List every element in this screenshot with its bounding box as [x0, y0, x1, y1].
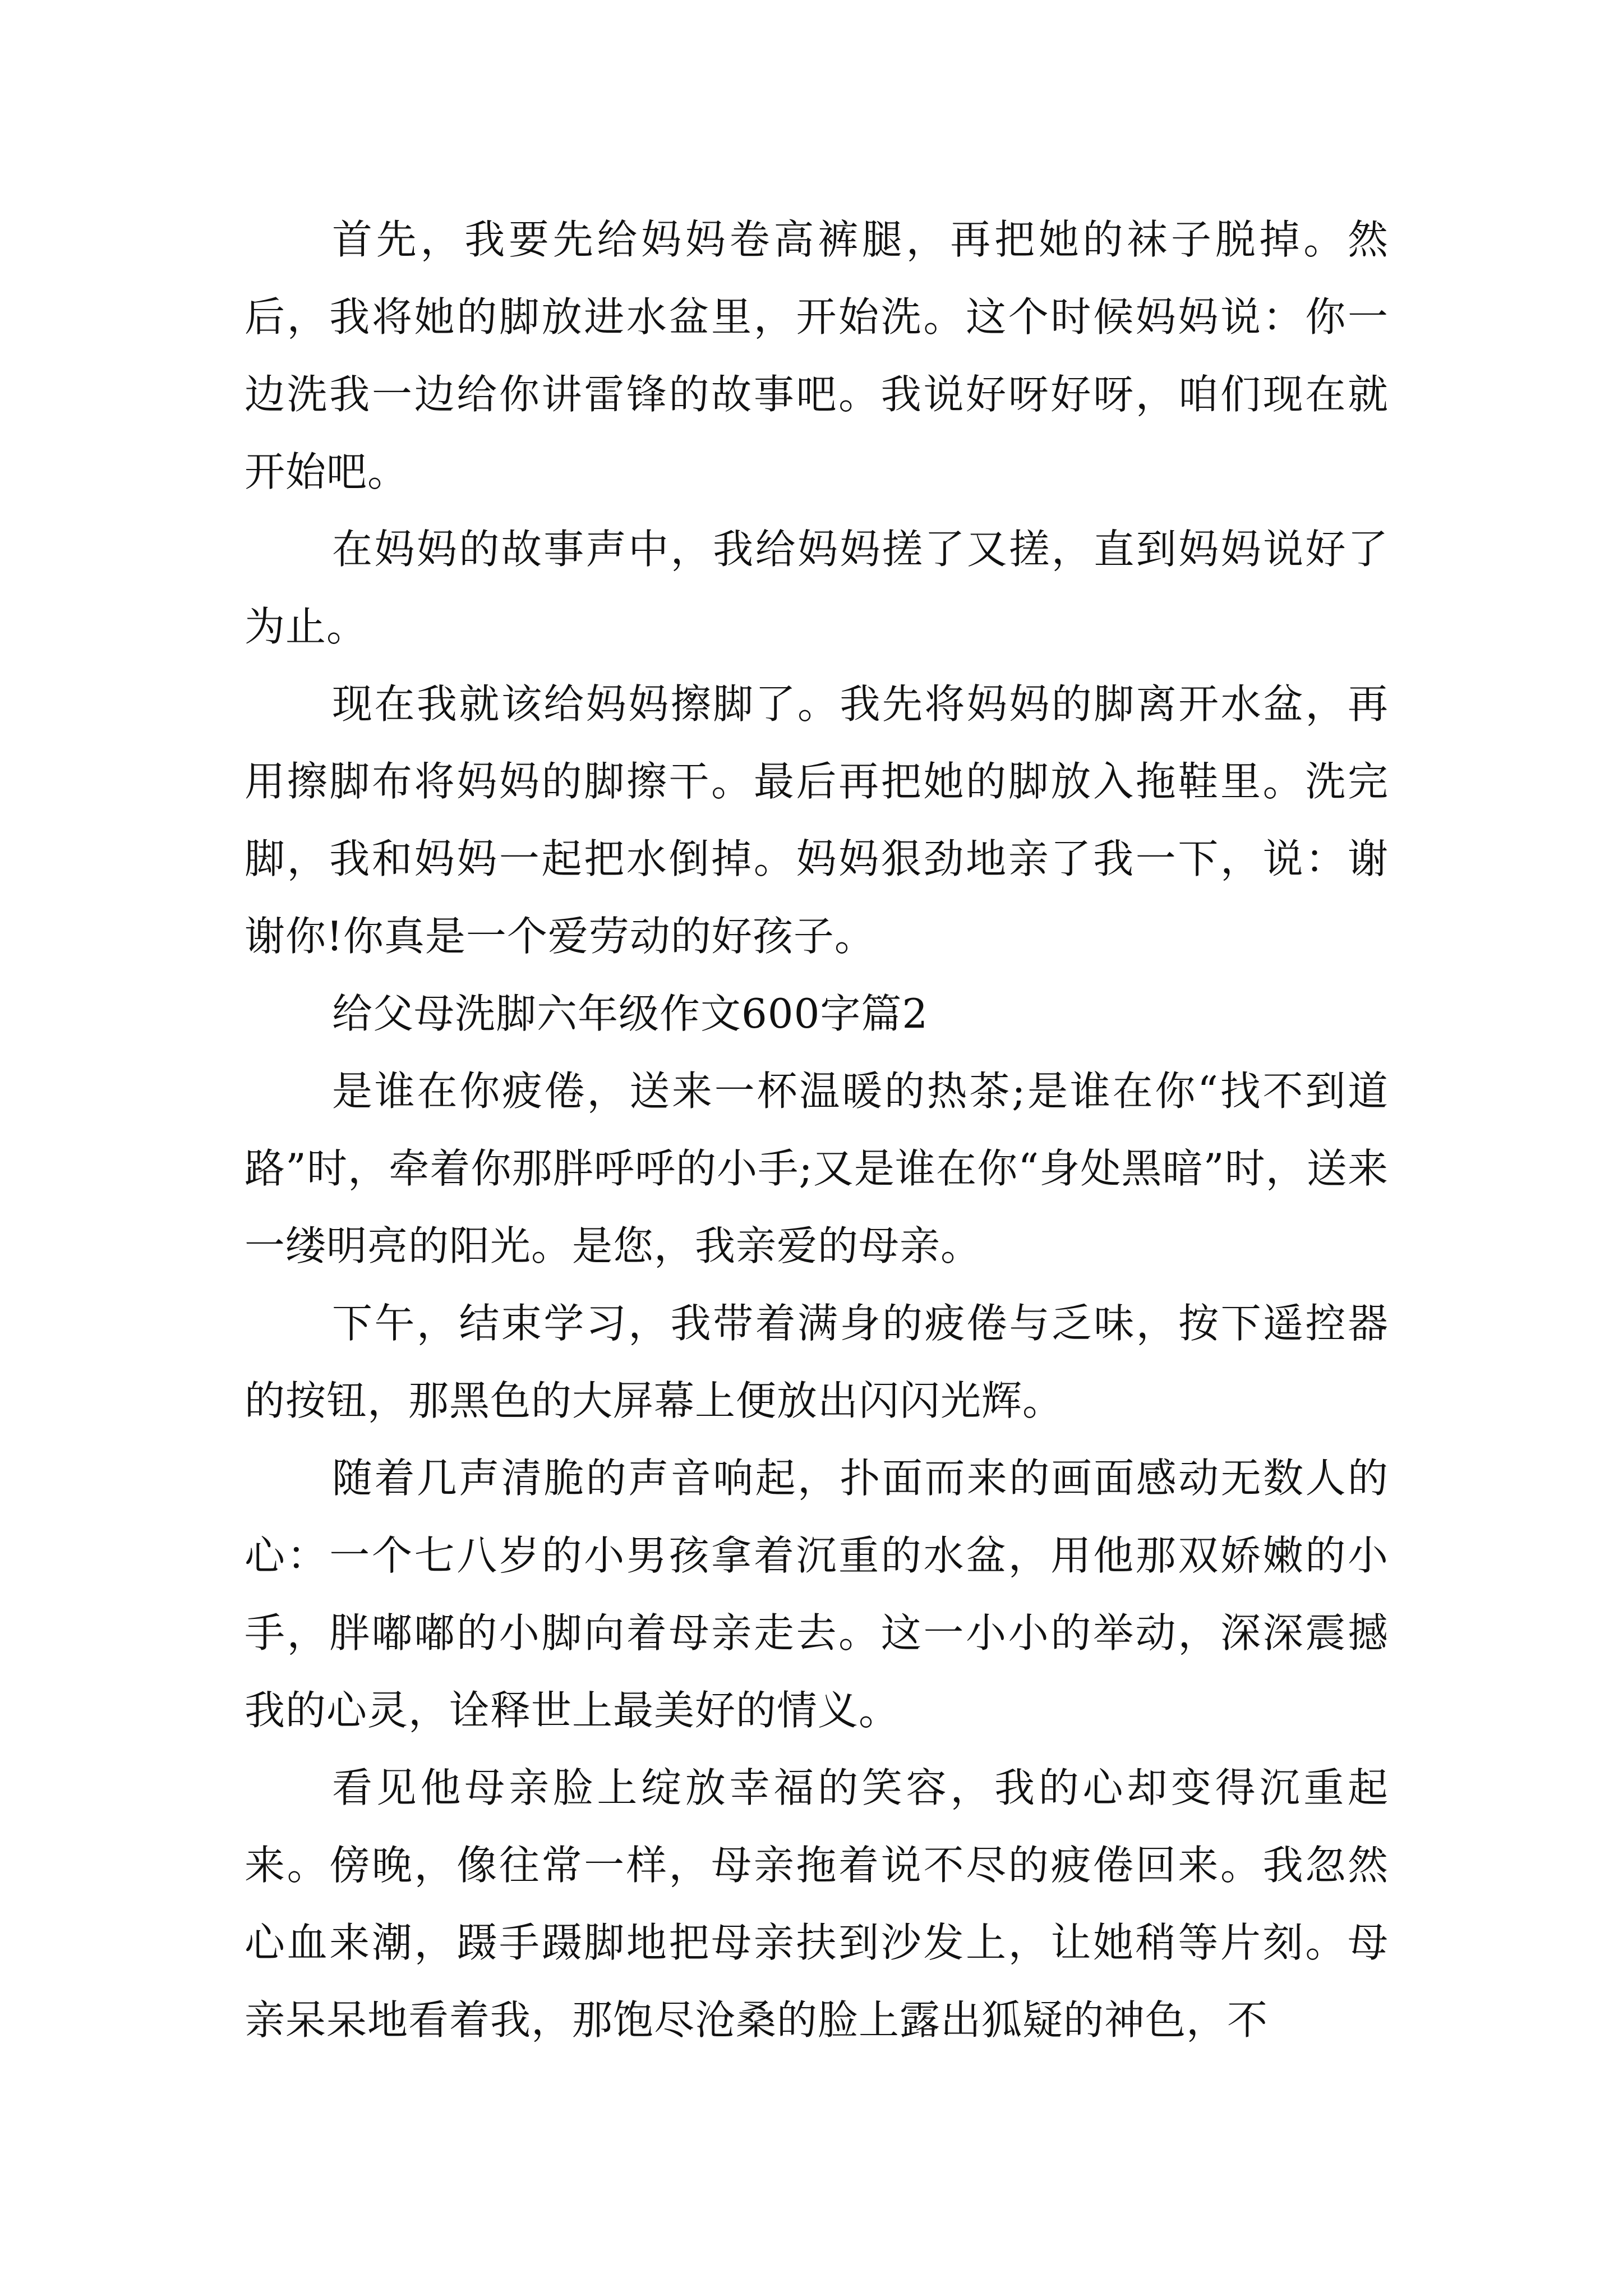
- document-body: [245, 201, 1389, 2059]
- paragraph-4: 是谁在你疲倦，送来一杯温暖的热茶;是谁在你“找不到道路”时，牵着你那胖呼呼的小手;又是谁在你“身处黑暗”时，送来一缕明亮的阳光。是您，我亲爱的母亲。: [245, 1068, 1389, 1269]
- paragraph-6: 随着几声清脆的声音响起，扑面而来的画面感动无数人的心：一个七八岁的小男孩拿着沉重的水盆，用他那双娇嫩的小手，胖嘟嘟的小脚向着母亲走去。这一小小的举动，深深震撼我的心灵，诠释世上最美好的情义。: [245, 1455, 1389, 1734]
- paragraph-3: 现在我就该给妈妈擦脚了。我先将妈妈的脚离开水盆，再用擦脚布将妈妈的脚擦干。最后再把她的脚放入拖鞋里。洗完脚，我和妈妈一起把水倒掉。妈妈狠劲地亲了我一下，说：谢谢你!你真是一个爱劳动的好孩子。: [245, 680, 1389, 960]
- paragraph-1: 首先，我要先给妈妈卷高裤腿，再把她的袜子脱掉。然后，我将她的脚放进水盆里，开始洗。这个时候妈妈说：你一边洗我一边给你讲雷锋的故事吧。我说好呀好呀，咱们现在就开始吧。: [245, 216, 1389, 495]
- paragraph-2: 在妈妈的故事声中，我给妈妈搓了又搓，直到妈妈说好了为止。: [245, 526, 1389, 650]
- section-title: 给父母洗脚六年级作文600字篇2: [332, 990, 929, 1037]
- paragraph-7: 看见他母亲脸上绽放幸福的笑容，我的心却变得沉重起来。傍晚，像往常一样，母亲拖着说不尽的疲倦回来。我忽然心血来潮，蹑手蹑脚地把母亲扶到沙发上，让她稍等片刻。母亲呆呆地看着我，那饱尽沧桑的脸上露出狐疑的神色，不: [245, 1764, 1389, 2044]
- paragraph-5: 下午，结束学习，我带着满身的疲倦与乏味，按下遥控器的按钮，那黑色的大屏幕上便放出闪闪光辉。: [245, 1300, 1389, 1424]
